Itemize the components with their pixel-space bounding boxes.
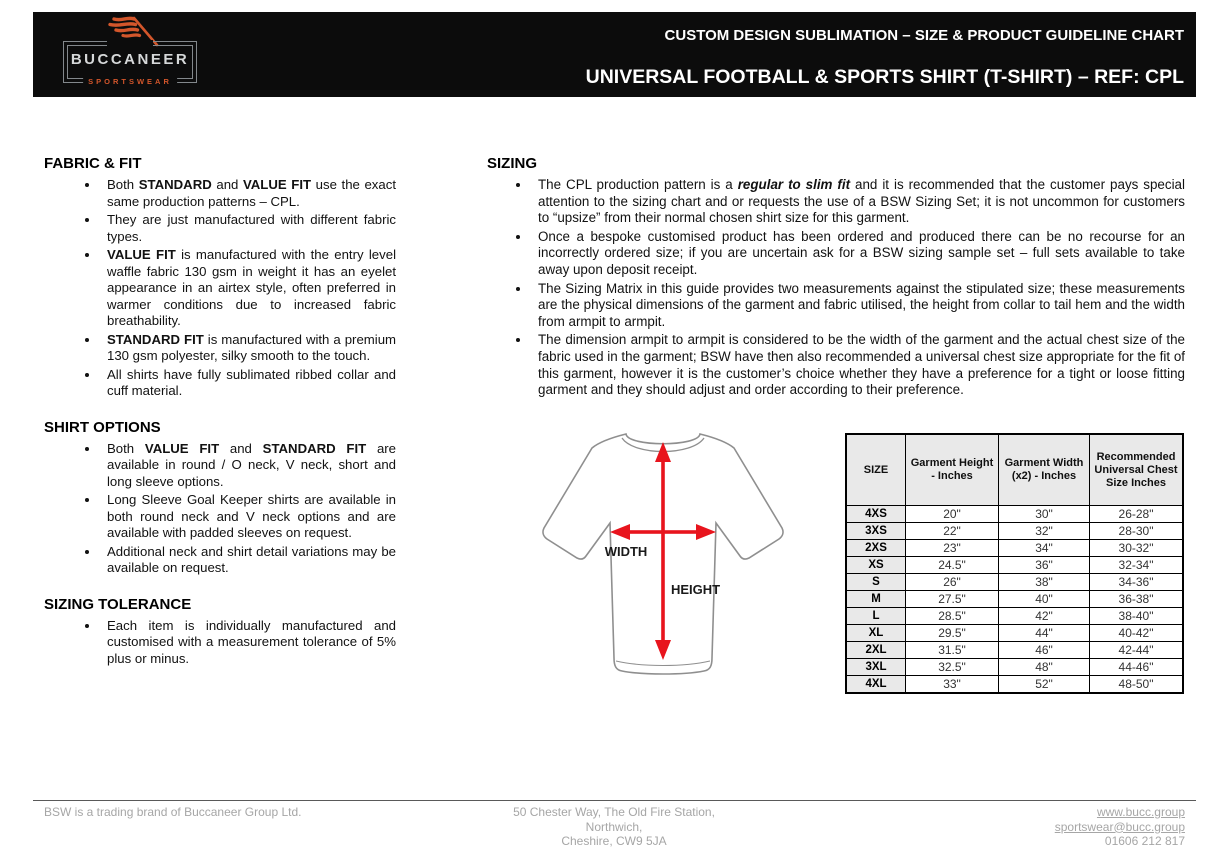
footer-trading-note: BSW is a trading brand of Buccaneer Group Ltd.	[44, 805, 302, 819]
size-cell: 4XL	[846, 676, 906, 694]
measure-cell: 24.5"	[906, 557, 999, 574]
size-matrix-table	[845, 433, 1184, 694]
section-fabric-fit	[44, 155, 396, 400]
measure-cell: 32"	[999, 523, 1090, 540]
bullet-item: • STANDARD FIT is manufactured with a premium 130 gsm polyester, silky smooth to the touch.	[100, 332, 396, 365]
measure-cell: 28-30"	[1090, 523, 1184, 540]
left-column	[44, 155, 396, 686]
measure-cell: 26-28"	[1090, 506, 1184, 523]
size-table-row	[846, 659, 1183, 676]
brand-name: BUCCANEER	[70, 51, 190, 68]
footer-contact	[1055, 805, 1185, 849]
logo-frame	[63, 41, 197, 86]
bullet-item: • Both VALUE FIT and STANDARD FIT are available in round / O neck, V neck, short and long sleeve options.	[100, 441, 396, 491]
bullet-list	[44, 177, 396, 400]
size-table-row	[846, 506, 1183, 523]
measure-cell: 31.5"	[906, 642, 999, 659]
size-table-header-row	[846, 434, 1183, 506]
size-table-row	[846, 625, 1183, 642]
doc-title-line2: UNIVERSAL FOOTBALL & SPORTS SHIRT (T-SHIRT) – REF: CPL	[585, 66, 1184, 88]
bullet-list	[487, 177, 1185, 399]
bullet-item: • Each item is individually manufactured and customised with a measurement tolerance of 5% plus or minus.	[100, 618, 396, 668]
doc-title-line1: CUSTOM DESIGN SUBLIMATION – SIZE & PRODUCT GUIDELINE CHART	[664, 27, 1184, 44]
size-cell: 2XS	[846, 540, 906, 557]
measure-cell: 46"	[999, 642, 1090, 659]
size-table-row	[846, 557, 1183, 574]
measure-cell: 32.5"	[906, 659, 999, 676]
section-heading: SHIRT OPTIONS	[44, 418, 161, 436]
measure-cell: 30"	[999, 506, 1090, 523]
measure-cell: 44-46"	[1090, 659, 1184, 676]
size-table-row	[846, 642, 1183, 659]
measure-cell: 38-40"	[1090, 608, 1184, 625]
size-table-row	[846, 540, 1183, 557]
measure-cell: 32-34"	[1090, 557, 1184, 574]
size-table-row	[846, 676, 1183, 694]
section-sizing-tolerance	[44, 596, 396, 668]
size-table-row	[846, 591, 1183, 608]
measure-cell: 28.5"	[906, 608, 999, 625]
section-heading: SIZING TOLERANCE	[44, 595, 192, 613]
section-heading: SIZING	[487, 155, 538, 172]
measure-cell: 44"	[999, 625, 1090, 642]
website-link[interactable]: www.bucc.group	[1096, 805, 1185, 819]
phone-number: 01606 212 817	[1104, 834, 1185, 849]
size-table-row	[846, 608, 1183, 625]
size-cell: 2XL	[846, 642, 906, 659]
height-label: HEIGHT	[671, 582, 721, 597]
col-header-width: Garment Width (x2) - Inches	[999, 434, 1090, 506]
size-cell: S	[846, 574, 906, 591]
email-link[interactable]: sportswear@bucc.group	[1054, 819, 1185, 834]
measure-cell: 42-44"	[1090, 642, 1184, 659]
measure-cell: 48-50"	[1090, 676, 1184, 694]
measure-cell: 48"	[999, 659, 1090, 676]
address-line-1: 50 Chester Way, The Old Fire Station,	[513, 805, 715, 819]
bullet-item: • Both STANDARD and VALUE FIT use the exact same production patterns – CPL.	[100, 177, 396, 210]
bullet-item: • The dimension armpit to armpit is considered to be the width of the garment and the actual chest size of the fabric used in the garment; BSW have then also recommended a universal chest size appropriate for the fit of this garment, however it is the customer’s choice whether they have a preference for a tight or loose fitting garment and they should adjust and order according to their preference.	[531, 332, 1185, 398]
measure-cell: 36"	[999, 557, 1090, 574]
measure-cell: 29.5"	[906, 625, 999, 642]
size-cell: 4XS	[846, 506, 906, 523]
measure-cell: 23"	[906, 540, 999, 557]
bullet-item: • The Sizing Matrix in this guide provides two measurements against the stipulated size; these measurements are the physical dimensions of the garment and fabric utilised, the height from collar to tail hem and the width from armpit to armpit.	[531, 281, 1185, 331]
bullet-item: • Long Sleeve Goal Keeper shirts are available in both round neck and V neck options and are available with padded sleeves on request.	[100, 492, 396, 542]
measure-cell: 36-38"	[1090, 591, 1184, 608]
address-line-2: Northwich,	[585, 819, 643, 834]
measure-cell: 27.5"	[906, 591, 999, 608]
measure-cell: 26"	[906, 574, 999, 591]
measure-cell: 34"	[999, 540, 1090, 557]
size-cell: XL	[846, 625, 906, 642]
footer-divider	[33, 800, 1196, 801]
section-sizing	[487, 155, 1185, 399]
brand-logo	[63, 15, 197, 86]
size-table-body	[846, 506, 1183, 694]
tshirt-diagram	[522, 410, 812, 700]
logo-frame-gap	[107, 40, 153, 49]
bullet-item: • VALUE FIT is manufactured with the entry level waffle fabric 130 gsm in weight it has an eyelet appearance in an airtex style, often preferred in warmer conditions due to increased fabric breathability.	[100, 247, 396, 330]
size-table-row	[846, 523, 1183, 540]
section-shirt-options	[44, 419, 396, 577]
header-band	[33, 12, 1196, 97]
right-column	[487, 155, 1185, 418]
size-cell: 3XL	[846, 659, 906, 676]
measure-cell: 33"	[906, 676, 999, 694]
bullet-item: • Once a bespoke customised product has been ordered and produced there can be no recourse for an incorrectly ordered size; if you are uncertain ask for a BSW sizing sample set – full sets available to take away upon deposit receipt.	[531, 229, 1185, 279]
col-header-size: SIZE	[846, 434, 906, 506]
measure-cell: 34-36"	[1090, 574, 1184, 591]
width-label: WIDTH	[604, 544, 648, 559]
measure-cell: 40"	[999, 591, 1090, 608]
brand-subname: SPORTSWEAR	[83, 77, 177, 86]
bullet-item: • All shirts have fully sublimated ribbed collar and cuff material.	[100, 367, 396, 400]
measure-cell: 42"	[999, 608, 1090, 625]
section-heading: FABRIC & FIT	[44, 155, 142, 172]
measure-cell: 22"	[906, 523, 999, 540]
size-cell: 3XS	[846, 523, 906, 540]
measure-cell: 20"	[906, 506, 999, 523]
measure-cell: 40-42"	[1090, 625, 1184, 642]
size-cell: XS	[846, 557, 906, 574]
bullet-item: • They are just manufactured with different fabric types.	[100, 212, 396, 245]
col-header-height: Garment Height - Inches	[906, 434, 999, 506]
address-line-3: Cheshire, CW9 5JA	[561, 834, 667, 849]
measure-cell: 30-32"	[1090, 540, 1184, 557]
col-header-chest: Recommended Universal Chest Size Inches	[1090, 434, 1184, 506]
bullet-item: • The CPL production pattern is a regular to slim fit and it is recommended that the customer pays special attention to the sizing chart and or requests the use of a BSW Sizing Set; it is not uncommon for customers to “upsize” from their normal chosen shirt size for this garment.	[531, 177, 1185, 227]
size-cell: L	[846, 608, 906, 625]
size-table-row	[846, 574, 1183, 591]
bullet-list	[44, 441, 396, 577]
bullet-item: • Additional neck and shirt detail variations may be available on request.	[100, 544, 396, 577]
footer-address	[464, 805, 764, 849]
measure-cell: 52"	[999, 676, 1090, 694]
measure-cell: 38"	[999, 574, 1090, 591]
bullet-list	[44, 618, 396, 668]
size-cell: M	[846, 591, 906, 608]
